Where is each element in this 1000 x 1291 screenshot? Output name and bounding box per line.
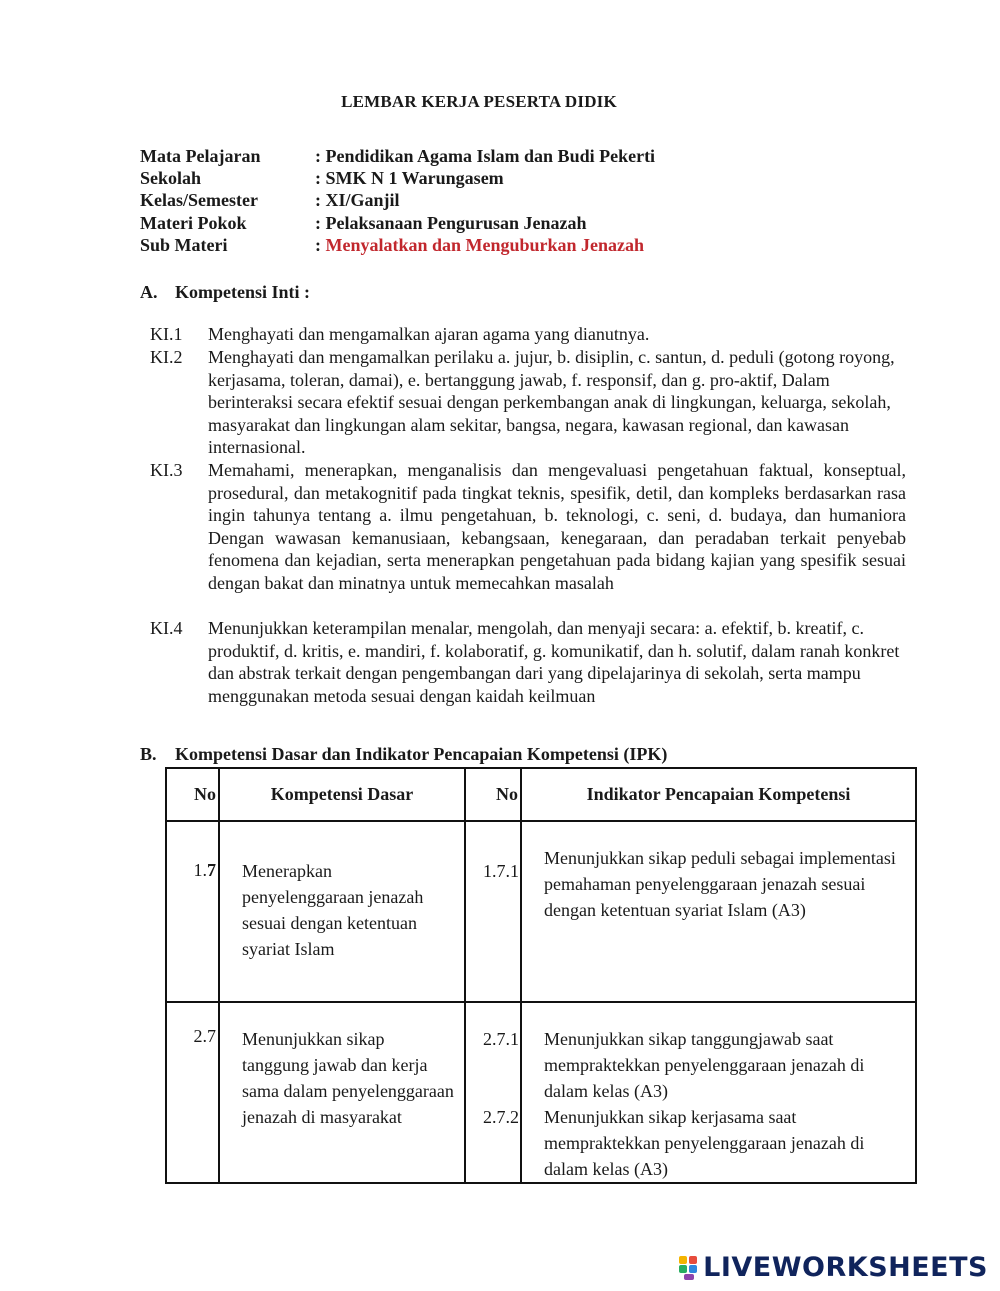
sub-material-highlight: Menyalatkan dan Menguburkan Jenazah [325, 235, 645, 255]
indicator-texts [521, 1002, 916, 1183]
section-b-heading [140, 744, 667, 765]
table-header-row [166, 768, 916, 821]
info-label: Kelas/Semester [140, 190, 258, 210]
ki-code: KI.1 [150, 324, 183, 344]
info-value-prefix: : [315, 235, 326, 255]
info-value [315, 234, 644, 256]
indicator-text: Menunjukkan sikap tanggungjawab saat mempraktekkan penyelenggaraan jenazah di dalam kelas (A3) [544, 1029, 865, 1101]
liveworksheets-logo-text: LIVEWORKSHEETS [703, 1252, 988, 1283]
info-label: Sekolah [140, 168, 202, 188]
competency-table [165, 767, 917, 1184]
table-row [166, 1002, 916, 1183]
section-title: Kompetensi Inti : [175, 282, 310, 302]
page-title: LEMBAR KERJA PESERTA DIDIK [341, 92, 617, 111]
liveworksheets-watermark [679, 1252, 988, 1283]
info-label: Mata Pelajaran [140, 146, 261, 166]
ki-text: Menghayati dan mengamalkan perilaku a. jujur, b. disiplin, c. santun, d. peduli (gotong royong, kerjasama, toleran, damai), e. bertanggung jawab, f. responsif, dan g. pro-aktif, Dalam berinteraksi secara efektif sesuai dengan perkembangan anak di lingkungan, keluarga, sekolah, masyarakat dan lingkungan alam sekitar, bangsa, negara, kawasan regional, dan kawasan internasional. [208, 347, 895, 458]
kd-text: Menunjukkan sikap tanggung jawab dan kerja sama dalam penyelenggaraan jenazah di masyarakat [219, 1002, 465, 1183]
info-value: : Pendidikan Agama Islam dan Budi Pekerti [315, 146, 656, 166]
row-number-part: 7 [207, 860, 216, 880]
info-label: Materi Pokok [140, 213, 247, 233]
indicator-text: Menunjukkan sikap kerjasama saat mempraktekkan penyelenggaraan jenazah di dalam kelas (A3) [544, 1107, 865, 1179]
section-title: Kompetensi Dasar dan Indikator Pencapaian Kompetensi (IPK) [175, 744, 668, 764]
liveworksheets-logo-icon [679, 1255, 699, 1281]
header-no: No [166, 768, 219, 821]
ki-code: KI.2 [150, 347, 183, 367]
row-number: 2.7 [166, 1002, 219, 1183]
info-value: : SMK N 1 Warungasem [315, 168, 504, 188]
section-letter: A. [140, 282, 158, 302]
indicator-code: 2.7.2 [483, 1107, 519, 1127]
ki-code: KI.4 [150, 618, 183, 638]
ki-text: Menunjukkan keterampilan menalar, mengolah, dan menyaji secara: a. efektif, b. kreatif, c. produktif, d. kritis, e. mandiri, f. kolaboratif, g. komunikatif, dan h. solutif, dalam ranah konkret dan abstrak terkait dengan pengembangan dari yang dipelajarinya di sekolah, serta mampu menggunakan metoda sesuai dengan kaidah keilmuan [208, 618, 900, 706]
info-value: : XI/Ganjil [315, 190, 400, 210]
row-number [166, 821, 219, 1002]
section-letter: B. [140, 744, 157, 764]
indicator-text: Menunjukkan sikap peduli sebagai implementasi pemahaman penyelenggaraan jenazah sesuai dengan ketentuan syariat Islam (A3) [521, 821, 916, 1002]
indicator-code: 1.7.1 [465, 821, 521, 1002]
kd-text: Menerapkan penyelenggaraan jenazah sesuai dengan ketentuan syariat Islam [219, 821, 465, 1002]
indicator-code: 2.7.1 [483, 1029, 519, 1049]
section-a-heading [140, 282, 310, 303]
ki-text: Menghayati dan mengamalkan ajaran agama yang dianutnya. [208, 324, 650, 344]
ki-text: Memahami, menerapkan, menganalisis dan mengevaluasi pengetahuan faktual, konseptual, prosedural, dan metakognitif pada tingkat teknis, spesifik, detil, dan kompleks berdasarkan rasa ingin tahunya tentang a. ilmu pengetahuan, b. teknologi, c. seni, d. budaya, dan humaniora Dengan wawasan kemanusiaan, kebangsaan, kenegaraan, dan peradaban terkait penyebab fenomena dan kejadian, serta menerapkan pengetahuan pada bidang kajian yang spesifik sesuai dengan bakat dan minatnya untuk memecahkan masalah [208, 460, 906, 593]
header-no-indicator: No [465, 768, 521, 821]
indicator-codes [465, 1002, 521, 1183]
info-value: : Pelaksanaan Pengurusan Jenazah [315, 213, 587, 233]
row-number-part: 1. [193, 860, 207, 880]
ki-code: KI.3 [150, 460, 183, 480]
info-label: Sub Materi [140, 235, 228, 255]
table-row [166, 821, 916, 1002]
header-indikator: Indikator Pencapaian Kompetensi [521, 768, 916, 821]
header-kompetensi-dasar: Kompetensi Dasar [219, 768, 465, 821]
